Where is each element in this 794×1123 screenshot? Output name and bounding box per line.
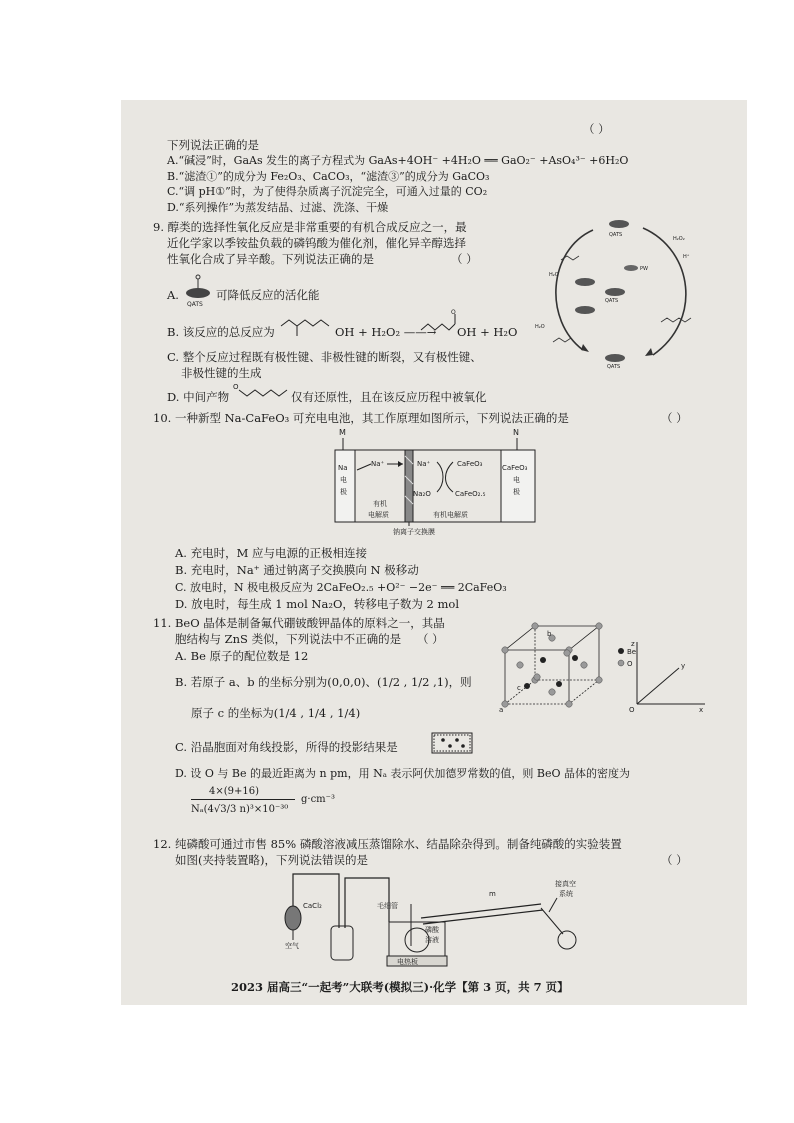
organic-electrolyte-left-2: 电解质: [368, 511, 389, 519]
na2o-species-label: Na₂O: [413, 490, 431, 498]
axis-y-label: y: [681, 662, 686, 670]
condenser-m-label: m: [489, 890, 496, 898]
phosphoric-acid-label-2: 溶液: [425, 936, 439, 944]
q10-option-d: D. 放电时，每生成 1 mol Na₂O，转移电子数为 2 mol: [175, 597, 459, 611]
na-electrode-label-2: 电: [340, 476, 347, 484]
q9-answer-paren: （ ）: [451, 252, 478, 266]
fraction-bar: [191, 799, 295, 800]
q8-answer-paren: （ ）: [583, 122, 610, 136]
legend-be-label: Be: [627, 648, 637, 656]
q11-option-a: A. Be 原子的配位数是 12: [175, 649, 309, 663]
q10-option-a: A. 充电时，M 应与电源的正极相连接: [175, 546, 368, 560]
atom-c-label: c: [517, 684, 521, 692]
q8-option-c: C.“调 pH①”时，为了使得杂质离子沉淀完全，可通入过量的 CO₂: [167, 185, 488, 198]
q10-option-b: B. 充电时，Na⁺ 通过钠离子交换膜向 N 极移动: [175, 563, 419, 577]
q10-stem: 10. 一种新型 Na-CaFeO₃ 可充电电池，其工作原理如图所示，下列说法正确的是: [153, 411, 569, 425]
legend-o-label: O: [627, 660, 633, 668]
h2o-label-top: H₂O: [549, 272, 559, 278]
svg-text:O: O: [233, 383, 239, 391]
na-ion-right-label: Na⁺: [417, 460, 431, 468]
hotplate-label: 电热板: [397, 958, 418, 966]
atom-b-label: b: [547, 630, 552, 638]
cafeo3-species-label: CaFeO₃: [457, 460, 483, 468]
q11-density-numerator: 4×(9+16): [209, 786, 260, 797]
q11-option-b-line2: 原子 c 的坐标为(1/4 , 1/4 , 1/4): [191, 706, 361, 720]
q12-stem-line2: 如图(夹持装置略)，下列说法错误的是: [175, 853, 368, 867]
q9-option-b-mid: OH + H₂O₂ ——→: [335, 325, 437, 339]
q9-stem-line3: 性氧化合成了异辛酸。下列说法正确的是: [167, 252, 374, 266]
vacuum-label-1: 接真空: [555, 880, 576, 888]
q9-option-d: 仅有还原性，且在该反应历程中被氧化: [291, 390, 487, 404]
exam-page: [121, 100, 747, 1005]
membrane-label: 钠离子交换膜: [393, 528, 435, 536]
pw-label: PW: [640, 266, 648, 272]
h2o-label-left: H₂O: [535, 324, 545, 330]
q9-option-d-prefix: D. 中间产物: [167, 390, 230, 404]
na-electrode-label-3: 极: [340, 488, 347, 496]
phosphoric-acid-label-1: 磷酸: [425, 926, 439, 934]
cafeo3-electrode-label-2: 电: [513, 476, 520, 484]
q12-stem-line1: 12. 纯磷酸可通过市售 85% 磷酸溶液减压蒸馏除水、结晶除杂得到。制备纯磷酸的实验装置: [153, 837, 622, 851]
organic-electrolyte-right: 有机电解质: [433, 511, 468, 519]
q8-option-d: D.“系列操作”为蒸发结晶、过滤、洗涤、干燥: [167, 201, 389, 214]
q11-answer-paren: （ ）: [417, 632, 444, 646]
coordinate-axes: [629, 638, 709, 714]
svg-text:QATS: QATS: [607, 364, 621, 370]
atom-a-label: a: [499, 706, 504, 714]
catalyst-icon: [183, 273, 213, 307]
terminal-m-label: M: [339, 428, 346, 437]
q10-option-c: C. 放电时，N 极电极反应为 2CaFeO₂.₅ +O²⁻ −2e⁻ ══ 2CaFeO₃: [175, 581, 507, 594]
svg-text:QATS: QATS: [187, 301, 203, 308]
q9-option-b-post: OH + H₂O: [457, 325, 518, 339]
q9-stem-line1: 9. 醇类的选择性氧化反应是非常重要的有机合成反应之一，最: [153, 220, 467, 234]
q11-option-c: C. 沿晶胞面对角线投影，所得的投影结果是: [175, 740, 398, 754]
q11-density-denominator: Nₐ(4√3/3 n)³×10⁻³⁰: [191, 804, 289, 815]
na-electrode-label-1: Na: [338, 464, 348, 472]
hplus-label: H⁺: [683, 254, 690, 260]
cafeo3-electrode-label-3: 极: [513, 488, 520, 496]
vacuum-label-2: 系统: [559, 890, 573, 898]
isooctanol-structure-icon: [279, 314, 339, 340]
q9-option-a-prefix: A.: [167, 288, 179, 302]
q9-option-c-line1: C. 整个反应过程既有极性键、非极性键的断裂，又有极性键、: [167, 350, 482, 364]
intermediate-aldehyde-structure-icon: [233, 380, 291, 404]
cafeo25-species-label: CaFeO₂.₅: [455, 490, 486, 498]
na-ion-left-label: Na⁺: [371, 460, 385, 468]
q11-option-b-line1: B. 若原子 a、b 的坐标分别为(0,0,0)、(1/2 , 1/2 ,1)，则: [175, 675, 472, 689]
battery-diagram: [333, 426, 541, 538]
capillary-label: 毛细管: [377, 902, 398, 910]
q8-option-b: B.“滤渣①”的成分为 Fe₂O₃、CaCO₃，“滤渣③”的成分为 GaCO₃: [167, 170, 490, 183]
organic-electrolyte-left-1: 有机: [373, 500, 387, 508]
q8-option-a: A.“碱浸”时，GaAs 发生的离子方程式为 GaAs+4OH⁻ +4H₂O ══ GaO₂⁻ +AsO₄³⁻ +6H₂O: [167, 154, 629, 167]
svg-text:QATS: QATS: [609, 232, 623, 238]
air-label: 空气: [285, 942, 299, 950]
beo-unit-cell-diagram: [499, 620, 611, 714]
terminal-n-label: N: [513, 428, 519, 437]
q8-stem: 下列说法正确的是: [167, 138, 259, 152]
axis-origin-label: O: [629, 706, 635, 714]
svg-text:QATS: QATS: [605, 298, 619, 304]
q9-option-c-line2: 非极性键的生成: [181, 366, 262, 380]
q9-option-b-prefix: B. 该反应的总反应为: [167, 325, 275, 339]
h2o2-label: H₂O₂: [673, 236, 685, 242]
q11-option-d: D. 设 O 与 Be 的最近距离为 n pm，用 Nₐ 表示阿伏加德罗常数的值，则 BeO 晶体的密度为: [175, 767, 631, 780]
vacuum-distillation-apparatus: [271, 868, 611, 968]
svg-text:O: O: [451, 309, 456, 316]
q11-stem-line2: 胞结构与 ZnS 类似，下列说法中不正确的是: [175, 632, 402, 646]
catalytic-cycle-diagram: [533, 210, 713, 368]
projection-result-icon: [431, 732, 475, 756]
page-footer: 2023 届高三“一起考”大联考(模拟三)·化学【第 3 页，共 7 页】: [231, 980, 569, 994]
axis-z-label: z: [631, 640, 635, 648]
q9-stem-line2: 近化学家以季铵盐负载的磷钨酸为催化剂，催化异辛醇选择: [167, 236, 466, 250]
q9-option-a: 可降低反应的活化能: [216, 288, 320, 302]
q11-stem-line1: 11. BeO 晶体是制备氟代硼铍酸钾晶体的原料之一，其晶: [153, 616, 445, 630]
cacl2-label: CaCl₂: [303, 902, 322, 910]
q12-answer-paren: （ ）: [661, 853, 688, 867]
q11-density-unit: g·cm⁻³: [301, 794, 335, 805]
q10-answer-paren: （ ）: [661, 411, 688, 425]
isooctanoic-acid-structure-icon: [419, 310, 461, 340]
cafeo3-electrode-label-1: CaFeO₃: [502, 464, 528, 472]
axis-x-label: x: [699, 706, 704, 714]
